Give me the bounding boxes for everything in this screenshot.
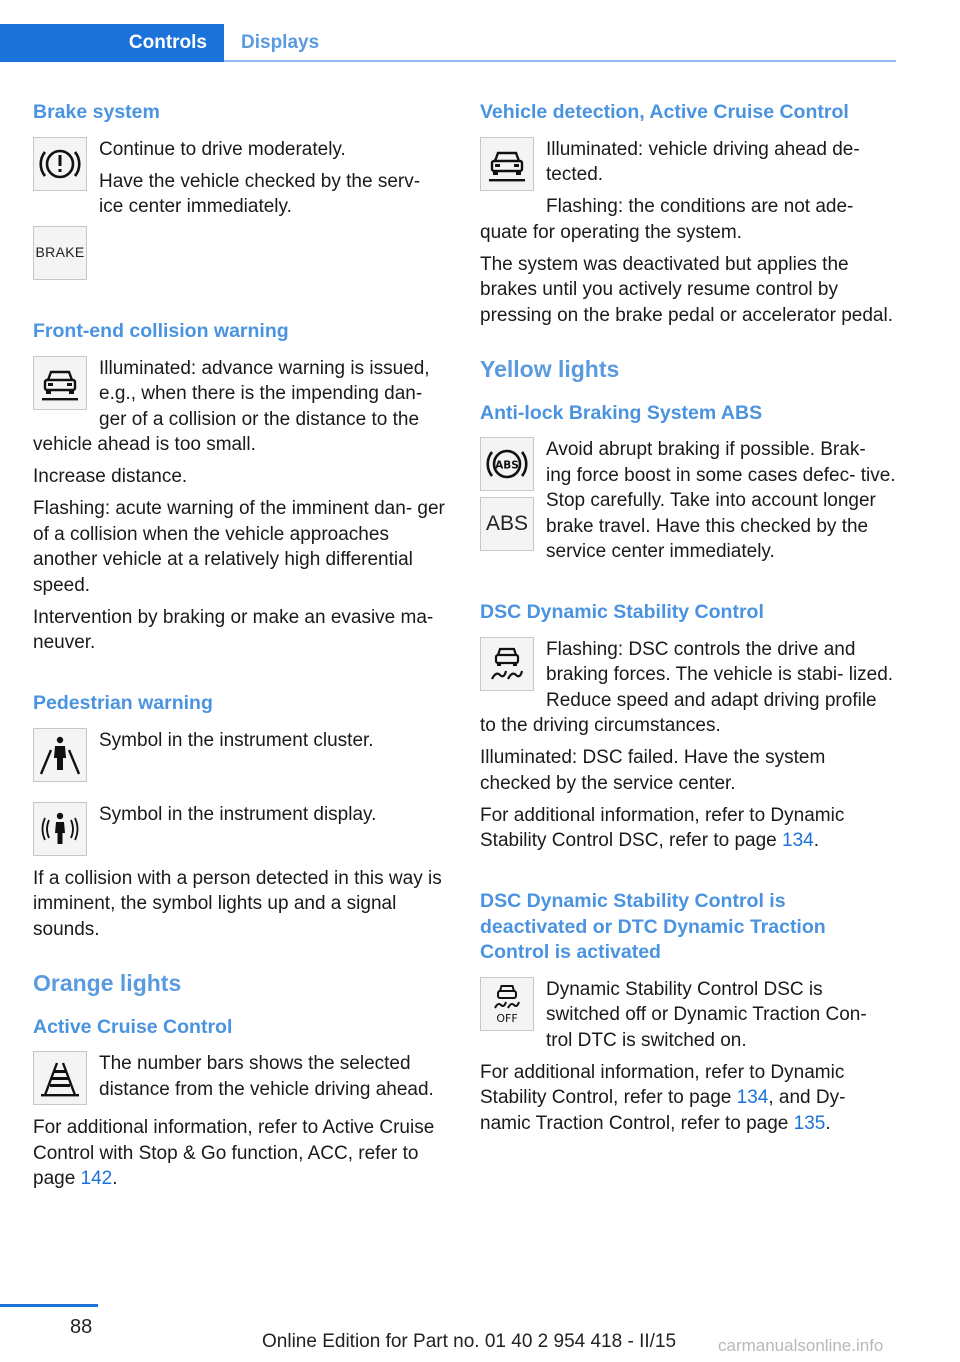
- svg-text:ABS: ABS: [495, 459, 519, 472]
- page-link-135[interactable]: 135: [793, 1112, 826, 1134]
- off-icon-label: OFF: [496, 1011, 518, 1025]
- tab-underline: [224, 60, 896, 62]
- fcw-text-4: Intervention by braking or make an evasive ma‐ neuver.: [33, 606, 434, 653]
- page-link-142[interactable]: 142: [80, 1168, 113, 1189]
- acc-text-1: The number bars shows the selected distance from the vehicle driving ahead.: [99, 1053, 434, 1100]
- tab-controls[interactable]: Controls: [0, 24, 224, 62]
- distance-bars-icon: [33, 1051, 87, 1105]
- tab-displays[interactable]: Displays: [241, 32, 320, 53]
- pedestrian-text-3: If a collision with a person detected in this way is imminent, the symbol lights up and a signal sounds.: [33, 867, 442, 940]
- fcw-text-2: Increase distance.: [33, 466, 188, 487]
- acc-title: Active Cruise Control: [33, 1015, 233, 1038]
- orange-lights-heading: Orange lights: [33, 969, 182, 996]
- edition-text: Online Edition for Part no. 01 40 2 954 418 - II/15: [262, 1331, 677, 1352]
- left-column: [33, 100, 449, 1198]
- abs-text-icon: [480, 497, 534, 551]
- abs-text-1: Avoid abrupt braking if possible. Brak‐ ing force boost in some cases defec‐ tive. Stop carefully. Take into account longer brake travel. Have this checked by the service center immediately.: [546, 439, 896, 562]
- pedestrian-signal-icon: [33, 802, 87, 856]
- vehicle-detected-icon: [480, 137, 534, 191]
- abs-circle-icon: [480, 437, 534, 491]
- fcw-text-1: Illuminated: advance warning is issued, e.g., when there is the impending dan‐ ger of a collision or the distance to the vehicle ahead is too small.: [33, 357, 430, 455]
- pedestrian-text-1: Symbol in the instrument cluster.: [99, 729, 374, 751]
- dsc-off-icon: [480, 977, 534, 1031]
- tab-bar: [0, 24, 896, 62]
- acc-text-2: For additional information, refer to Active Cruise Control with Stop & Go function, ACC, refer to page 142.: [33, 1117, 435, 1189]
- brake-text-icon: [33, 226, 87, 280]
- page-link-134b[interactable]: 134: [736, 1087, 769, 1108]
- abs-icon-label: ABS: [485, 512, 529, 536]
- brake-warning-icon: [33, 137, 87, 191]
- dsc-text-3: For additional information, refer to Dynamic Stability Control DSC, refer to page 134.: [480, 804, 845, 851]
- vd-text-2: Flashing: the conditions are not ade‐ quate for operating the system.: [480, 196, 854, 243]
- brake-system-title: Brake system: [33, 101, 160, 123]
- page-number: 88: [70, 1316, 93, 1338]
- pedestrian-text-2: Symbol in the instrument display.: [99, 803, 377, 825]
- car-ahead-icon: [33, 356, 87, 410]
- dtc-text-2: For additional information, refer to Dynamic Stability Control, refer to page 134, and Dy‐ namic Traction Control, refer to page 135.: [480, 1061, 846, 1134]
- dsc-text-1: Flashing: DSC controls the drive and braking forces. The vehicle is stabi‐ lized. Reduce speed and adapt driving profile to the driving circumstances.: [480, 638, 894, 736]
- footer-rule: [0, 1304, 98, 1307]
- dtc-title: DSC Dynamic Stability Control is deactivated or DTC Dynamic Traction Control is activated: [480, 890, 826, 963]
- dsc-text-2: Illuminated: DSC failed. Have the system checked by the service center.: [480, 747, 826, 794]
- dsc-skid-icon: [480, 637, 534, 691]
- brake-icon-label: BRAKE: [35, 244, 85, 261]
- fcw-text-3: Flashing: acute warning of the imminent dan‐ ger of a collision when the vehicle approaches another vehicle at a relatively high differential speed.: [33, 498, 445, 596]
- dtc-text-1: Dynamic Stability Control DSC is switched off or Dynamic Traction Con‐ trol DTC is switched on.: [546, 978, 867, 1051]
- watermark: carmanualsonline.info: [718, 1336, 884, 1355]
- fcw-title: Front-end collision warning: [33, 320, 289, 342]
- page-link-134[interactable]: 134: [782, 830, 814, 851]
- pedestrian-road-icon: [33, 728, 87, 782]
- brake-text-1: Continue to drive moderately.: [99, 138, 346, 160]
- right-column: [480, 100, 896, 1143]
- brake-text-2: Have the vehicle checked by the serv‐ ice center immediately.: [99, 170, 421, 217]
- vd-text-3: The system was deactivated but applies the brakes until you actively resume control by pressing on the brake pedal or accelerator pedal.: [480, 253, 893, 326]
- dsc-title: DSC Dynamic Stability Control: [480, 601, 764, 623]
- pedestrian-title: Pedestrian warning: [33, 692, 213, 714]
- abs-title: Anti-lock Braking System ABS: [480, 401, 763, 424]
- vd-text-1: Illuminated: vehicle driving ahead de‐ tected.: [546, 138, 860, 185]
- yellow-lights-heading: Yellow lights: [480, 355, 620, 382]
- vehicle-detection-title: Vehicle detection, Active Cruise Control: [480, 101, 849, 123]
